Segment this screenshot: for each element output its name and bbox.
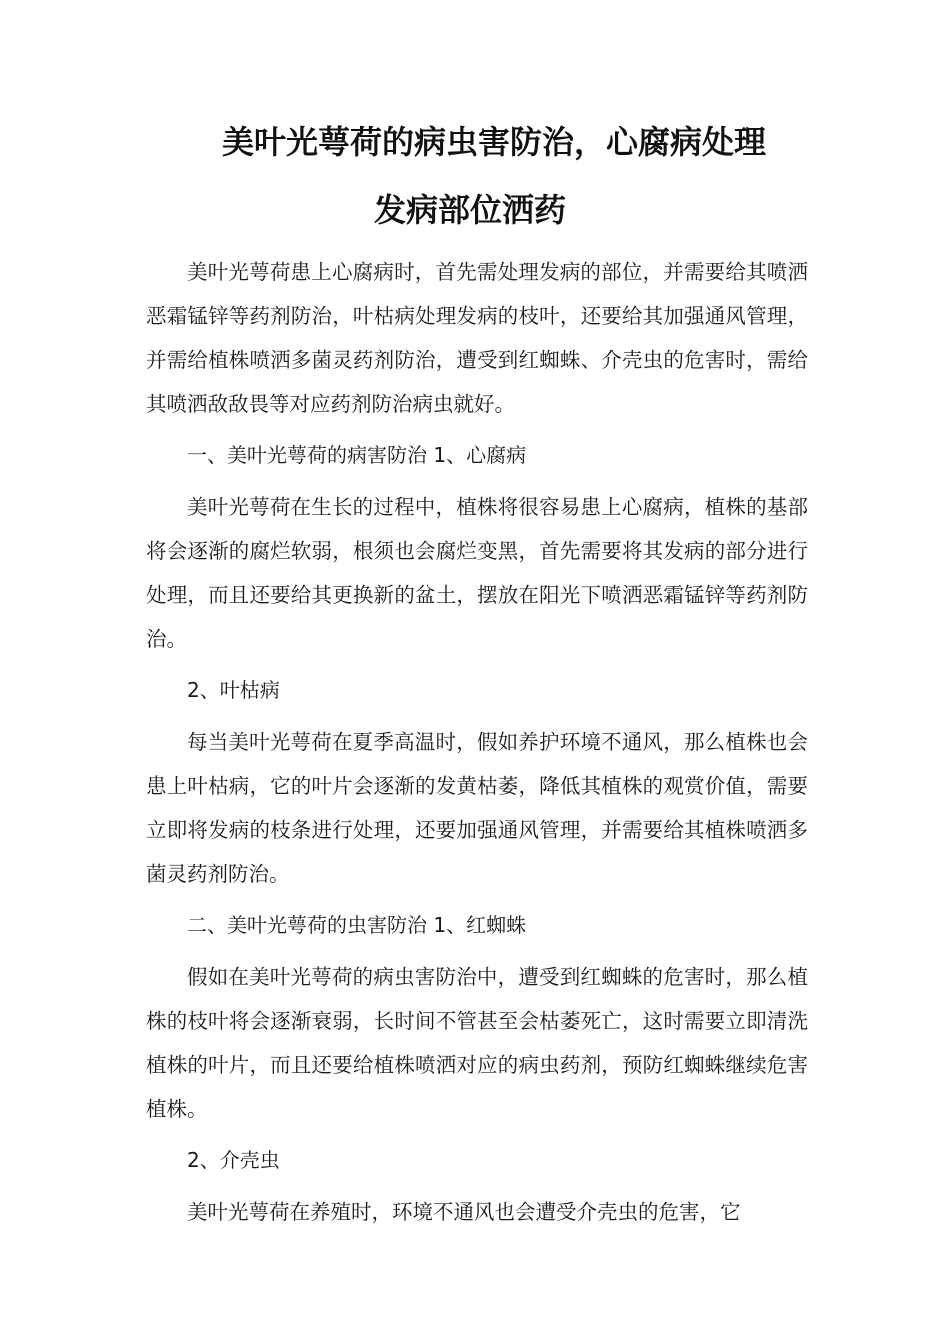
section-1-subheading-2: 2、叶枯病 — [187, 678, 280, 702]
section-2-subheading-2: 2、介壳虫 — [187, 1148, 280, 1172]
section-1-heading: 一、美叶光萼荷的病害防治 1、心腐病 — [187, 443, 527, 467]
document-title-line-2: 发病部位洒药 — [374, 191, 567, 229]
section-2-sub-2-paragraph: 美叶光萼荷在养殖时，环境不通风也会遭受介壳虫的危害，它 — [187, 1200, 741, 1224]
document-body — [146, 250, 808, 1242]
section-2-paragraph: 假如在美叶光萼荷的病虫害防治中，遭受到红蜘蛛的危害时，那么植株的枝叶将会逐渐衰弱，长时间不管甚至会枯萎死亡，这时需要立即清洗植株的叶片，而且还要给植株喷洒对应的病虫药剂，预防红蜘蛛继续危害植株。 — [146, 965, 808, 1121]
document-title-line-1: 美叶光萼荷的病虫害防治，心腐病处理 — [222, 123, 767, 161]
section-1-sub-2-paragraph: 每当美叶光萼荷在夏季高温时，假如养护环境不通风，那么植株也会患上叶枯病，它的叶片会逐渐的发黄枯萎，降低其植株的观赏价值，需要立即将发病的枝条进行处理，还要加强通风管理，并需要给其植株喷洒多菌灵药剂防治。 — [146, 730, 808, 886]
section-1-paragraph: 美叶光萼荷在生长的过程中，植株将很容易患上心腐病，植株的基部将会逐渐的腐烂软弱，根须也会腐烂变黑，首先需要将其发病的部分进行处理，而且还要给其更换新的盆土，摆放在阳光下喷洒恶霜锰锌等药剂防治。 — [146, 495, 808, 651]
section-2-heading: 二、美叶光萼荷的虫害防治 1、红蜘蛛 — [187, 913, 527, 937]
intro-paragraph: 美叶光萼荷患上心腐病时，首先需处理发病的部位，并需要给其喷洒恶霜锰锌等药剂防治，叶枯病处理发病的枝叶，还要给其加强通风管理，并需给植株喷洒多菌灵药剂防治，遭受到红蜘蛛、介壳虫的危害时，需给其喷洒敌敌畏等对应药剂防治病虫就好。 — [146, 260, 808, 416]
